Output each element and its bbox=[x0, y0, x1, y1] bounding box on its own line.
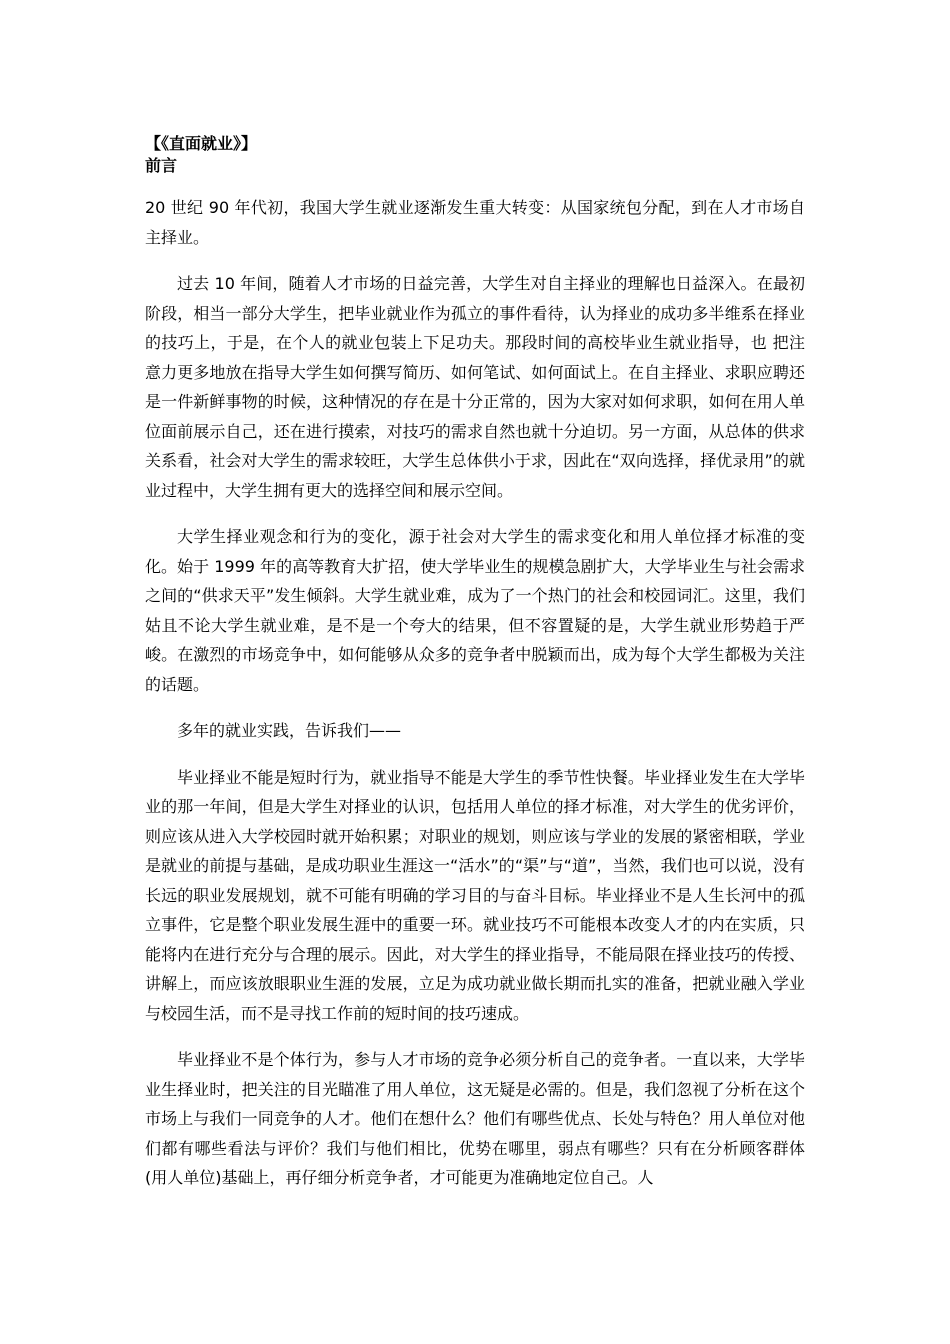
paragraph-change: 大学生择业观念和行为的变化，源于社会对大学生的需求变化和用人单位择才标准的变化。始于 1999 年的高等教育大扩招，使大学毕业生的规模急剧扩大，大学毕业生与社会需求之间的“供求天平”发生倾斜。大学生就业难，成为了一个热门的社会和校园词汇。这里，我们姑且不论大学生就业难，是不是一个夸大的结果，但不容置疑的是，大学生就业形势趋于严峻。在激烈的市场竞争中，如何能够从众多的竞争者中脱颖而出，成为每个大学生都极为关注的话题。 bbox=[145, 527, 805, 694]
paragraph-not-short-term: 毕业择业不能是短时行为，就业指导不能是大学生的季节性快餐。毕业择业发生在大学毕业的那一年间，但是大学生对择业的认识，包括用人单位的择才标准，对大学生的优劣评价，则应该从进入大学校园时就开始积累；对职业的规划，则应该与学业的发展的紧密相联，学业是就业的前提与基础，是成功职业生涯这一“活水”的“渠”与“道”，当然，我们也可以说，没有长远的职业发展规划，就不可能有明确的学习目的与奋斗目标。毕业择业不是人生长河中的孤立事件，它是整个职业发展生涯中的重要一环。就业技巧不可能根本改变人才的内在实质，只能将内在进行充分与合理的展示。因此，对大学生的择业指导，不能局限在择业技巧的传授、讲解上，而应该放眼职业生涯的发展，立足为成功就业做长期而扎实的准备，把就业融入学业与校园生活，而不是寻找工作前的短时间的技巧速成。 bbox=[145, 767, 805, 1023]
paragraph-past-decade: 过去 10 年间，随着人才市场的日益完善，大学生对自主择业的理解也日益深入。在最初阶段，相当一部分大学生，把毕业就业作为孤立的事件看待，认为择业的成功多半维系在择业的技巧上，于是，在个人的就业包装上下足功夫。那段时间的高校毕业生就业指导，也 把注意力更多地放在指导大学生如何撰写简历、如何笔试、如何面试上。在自主择业、求职应聘还是一件新鲜事物的时候，这种情况的存在是十分正常的，因为大家对如何求职，如何在用人单位面前展示自己，还在进行摸索，对技巧的需求自然也就十分迫切。另一方面，从总体的供求关系看，社会对大学生的需求较旺，大学生总体供小于求，因此在“双向选择，择优录用”的就业过程中，大学生拥有更大的选择空间和展示空间。 bbox=[145, 274, 805, 500]
document-body bbox=[145, 133, 805, 1210]
paragraph-practice: 多年的就业实践，告诉我们—— bbox=[177, 721, 402, 740]
paragraph-not-individual: 毕业择业不是个体行为，参与人才市场的竞争必须分析自己的竞争者。一直以来，大学毕业生择业时，把关注的目光瞄准了用人单位，这无疑是必需的。但是，我们忽视了分析在这个市场上与我们一同竞争的人才。他们在想什么？他们有哪些优点、长处与特色？用人单位对他们都有哪些看法与评价？我们与他们相比，优势在哪里，弱点有哪些？只有在分析顾客群体(用人单位)基础上，再仔细分析竞争者，才可能更为准确地定位自己。人 bbox=[145, 1050, 805, 1187]
section-heading: 前言 bbox=[145, 156, 178, 175]
document-title: 【《直面就业》】 bbox=[145, 134, 258, 153]
paragraph-intro: 20 世纪 90 年代初，我国大学生就业逐渐发生重大转变：从国家统包分配，到在人才市场自主择业。 bbox=[145, 198, 805, 247]
